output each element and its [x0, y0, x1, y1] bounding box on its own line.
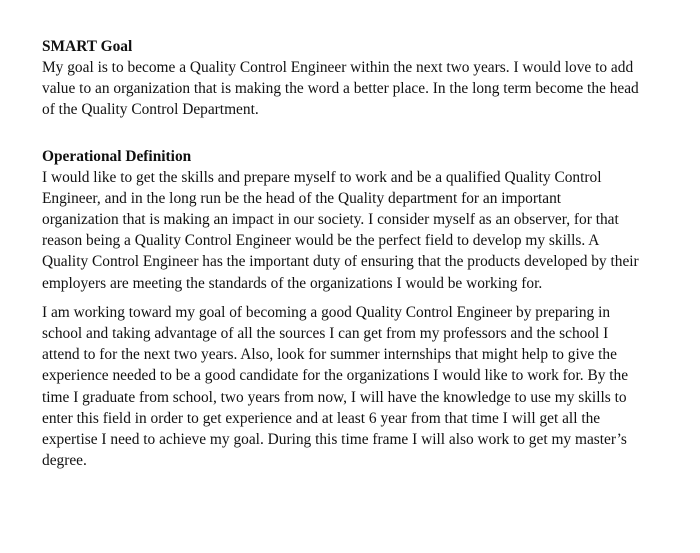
operational-definition-paragraph-2: [42, 302, 682, 472]
text-line: My goal is to become a Quality Control Engineer within the next two years. I would love to add: [42, 59, 634, 76]
text-line: degree.: [42, 452, 87, 470]
text-line: expertise I need to achieve my goal. During this time frame I will also work to get my master’s: [42, 431, 627, 449]
operational-definition-section: [42, 146, 682, 472]
document-body: [42, 36, 682, 471]
text-line: reason being a Quality Control Engineer would be the perfect field to develop my skills. A: [42, 232, 600, 250]
text-line: of the Quality Control Department.: [42, 101, 259, 119]
text-line: value to an organization that is making the word a better place. In the long term become the head: [42, 80, 639, 98]
operational-definition-heading: Operational Definition: [42, 147, 192, 165]
text-line: Quality Control Engineer has the important duty of ensuring that the products developed by their: [42, 253, 639, 271]
smart-goal-section: [42, 36, 682, 121]
text-line: experience needed to be a good candidate for the organizations I would like to work for. By the: [42, 367, 629, 385]
text-line: employers are meeting the standards of the organizations I would be working for.: [42, 274, 543, 292]
smart-goal-paragraph: [42, 57, 682, 121]
text-line: attend to for the next two years. Also, look for summer internships that might help to give the: [42, 346, 617, 364]
text-line: I would like to get the skills and prepare myself to work and be a qualified Quality Control: [42, 168, 602, 186]
text-line: organization that is making an impact in our society. I consider myself as an observer, for that: [42, 211, 619, 229]
text-line: time I graduate from school, two years from now, I will have the knowledge to use my skills to: [42, 388, 627, 406]
text-line: Engineer, and in the long run be the head of the Quality department for an important: [42, 189, 562, 207]
operational-definition-paragraph-1: [42, 167, 682, 294]
text-line: I am working toward my goal of becoming a good Quality Control Engineer by preparing in: [42, 303, 611, 321]
smart-goal-heading: SMART Goal: [42, 38, 133, 55]
text-line: enter this field in order to get experience and at least 6 year from that time I will get all the: [42, 409, 601, 427]
text-line: school and taking advantage of all the sources I can get from my professors and the school I: [42, 325, 609, 343]
